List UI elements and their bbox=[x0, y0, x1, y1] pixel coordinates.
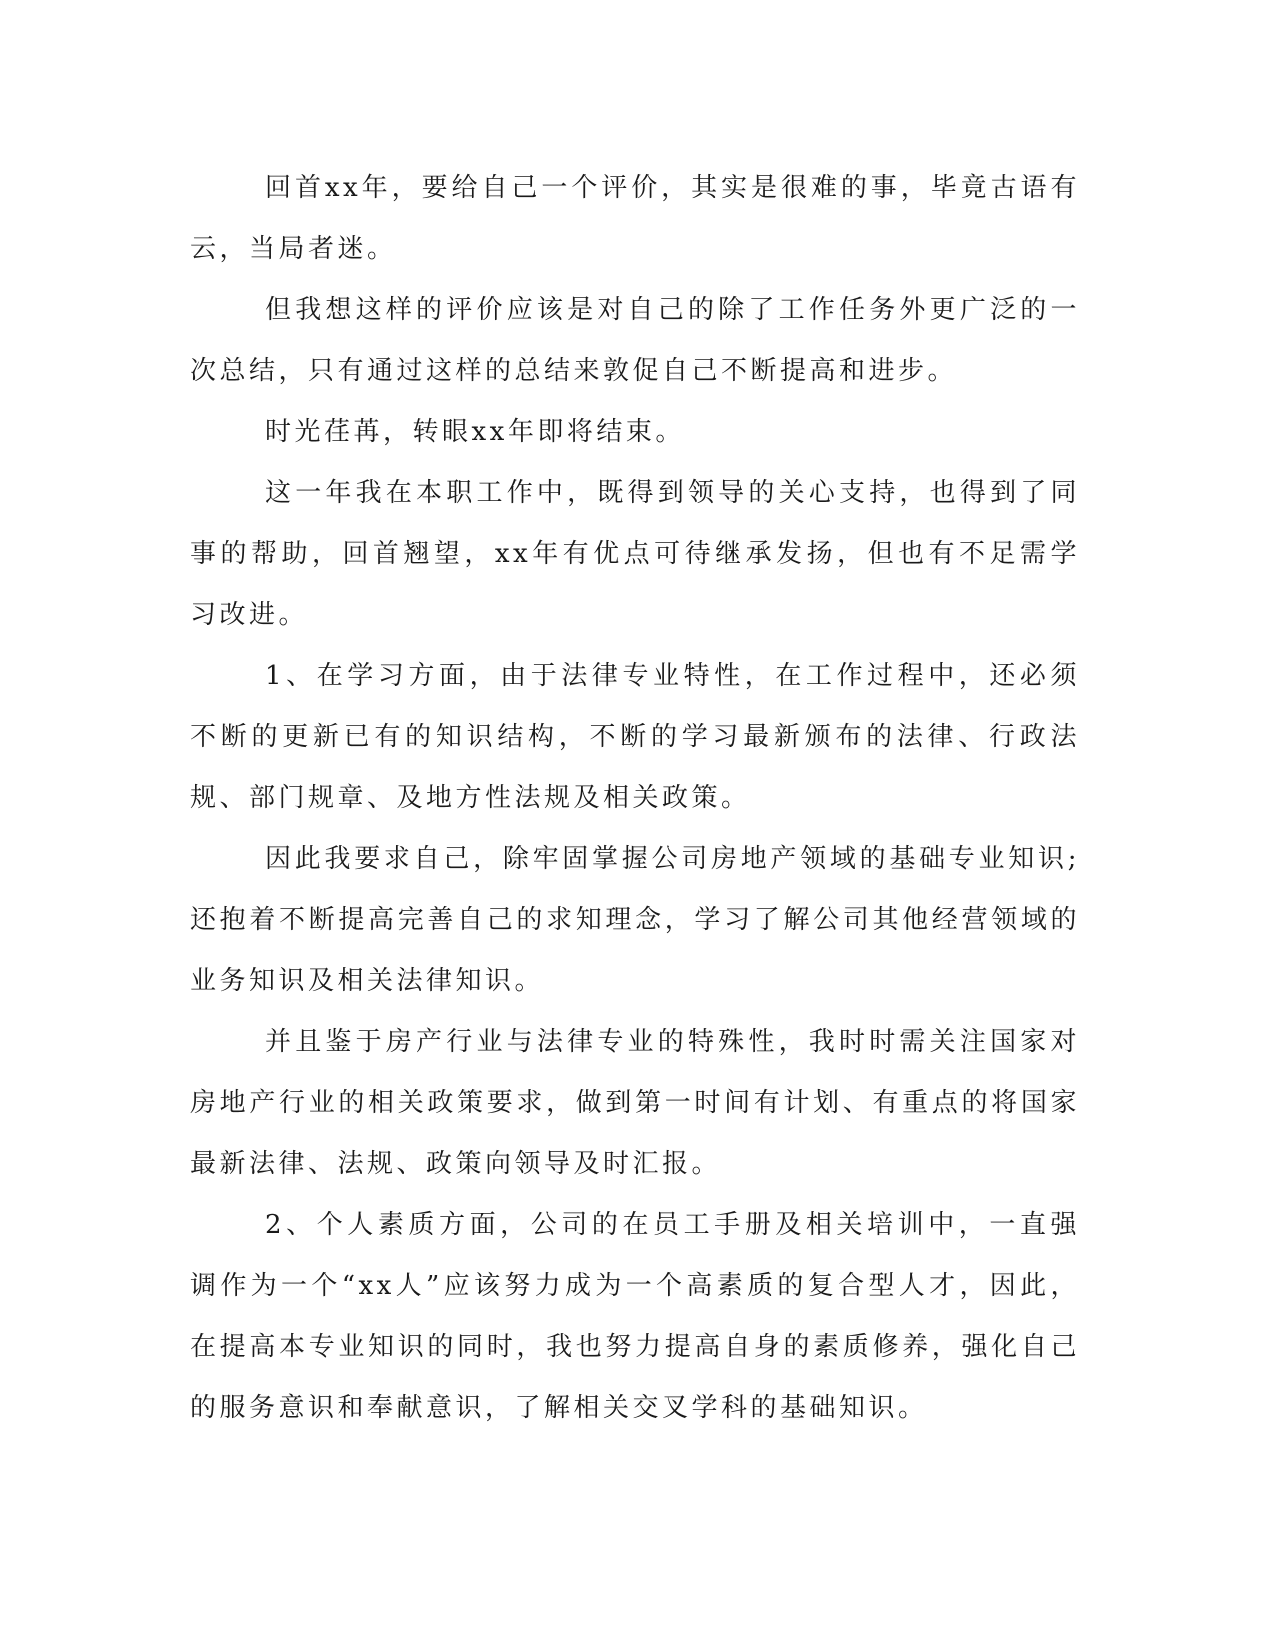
paragraph: 回首xx年，要给自己一个评价，其实是很难的事，毕竟古语有云，当局者迷。 bbox=[190, 173, 1080, 264]
paragraph: 并且鉴于房产行业与法律专业的特殊性，我时时需关注国家对房地产行业的相关政策要求，做到第一时间有计划、有重点的将国家最新法律、法规、政策向领导及时汇报。 bbox=[190, 1027, 1080, 1179]
paragraph: 这一年我在本职工作中，既得到领导的关心支持，也得到了同事的帮助，回首翘望，xx年有优点可待继承发扬，但也有不足需学习改进。 bbox=[190, 478, 1080, 630]
paragraph: 因此我要求自己，除牢固掌握公司房地产领域的基础专业知识;还抱着不断提高完善自己的求知理念，学习了解公司其他经营领域的业务知识及相关法律知识。 bbox=[190, 844, 1080, 996]
paragraph: 时光荏苒，转眼xx年即将结束。 bbox=[265, 417, 685, 447]
document-body bbox=[190, 158, 1080, 1439]
paragraph: 2、个人素质方面，公司的在员工手册及相关培训中，一直强调作为一个“xx人”应该努力成为一个高素质的复合型人才，因此，在提高本专业知识的同时，我也努力提高自身的素质修养，强化自己的服务意识和奉献意识，了解相关交叉学科的基础知识。 bbox=[190, 1210, 1080, 1423]
paragraph: 1、在学习方面，由于法律专业特性，在工作过程中，还必须不断的更新已有的知识结构，不断的学习最新颁布的法律、行政法规、部门规章、及地方性法规及相关政策。 bbox=[190, 661, 1080, 813]
paragraph: 但我想这样的评价应该是对自己的除了工作任务外更广泛的一次总结，只有通过这样的总结来敦促自己不断提高和进步。 bbox=[190, 295, 1080, 386]
